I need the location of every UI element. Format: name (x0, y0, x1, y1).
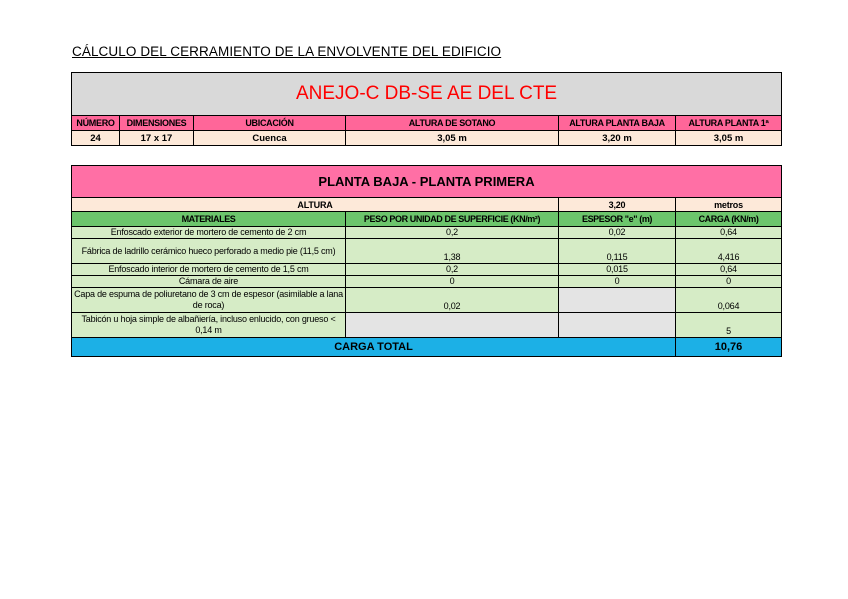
value-altura-planta-1: 3,05 m (676, 131, 782, 146)
material-name: Fábrica de ladrillo cerámico hueco perforado a medio pie (11,5 cm) (72, 239, 346, 264)
table-row (72, 239, 782, 264)
material-peso: 0,02 (346, 288, 559, 313)
header-values-row (72, 131, 782, 146)
material-carga: 0,64 (676, 227, 782, 239)
value-ubicacion: Cuenca (194, 131, 346, 146)
header-columns-row (72, 116, 782, 131)
material-peso (346, 313, 559, 338)
altura-unit: metros (676, 198, 782, 212)
col-numero: NÚMERO (72, 116, 120, 131)
table-row (72, 313, 782, 338)
table-row (72, 276, 782, 288)
material-name: Tabicón u hoja simple de albañiería, incluso enlucido, con grueso < 0,14 m (72, 313, 346, 338)
col-altura-planta-baja: ALTURA PLANTA BAJA (559, 116, 676, 131)
materials-table (71, 165, 782, 357)
col-espesor: ESPESOR "e" (m) (559, 212, 676, 227)
table-row (72, 288, 782, 313)
col-altura-sotano: ALTURA DE SOTANO (346, 116, 559, 131)
altura-label: ALTURA (72, 198, 559, 212)
total-row (72, 338, 782, 357)
material-peso: 1,38 (346, 239, 559, 264)
value-altura-planta-baja: 3,20 m (559, 131, 676, 146)
value-numero: 24 (72, 131, 120, 146)
material-peso: 0,2 (346, 227, 559, 239)
material-peso: 0 (346, 276, 559, 288)
value-altura-sotano: 3,05 m (346, 131, 559, 146)
material-name: Enfoscado interior de mortero de cemento de 1,5 cm (72, 264, 346, 276)
annex-banner: ANEJO-C DB-SE AE DEL CTE (72, 73, 782, 116)
col-ubicacion: UBICACIÓN (194, 116, 346, 131)
table-row (72, 227, 782, 239)
material-espesor: 0 (559, 276, 676, 288)
material-carga: 0,64 (676, 264, 782, 276)
material-carga: 0,064 (676, 288, 782, 313)
value-dimensiones: 17 x 17 (120, 131, 194, 146)
col-carga: CARGA (KN/m) (676, 212, 782, 227)
section-title: PLANTA BAJA - PLANTA PRIMERA (72, 166, 782, 198)
total-label: CARGA TOTAL (72, 338, 676, 357)
header-table (71, 72, 782, 146)
document-title: CÁLCULO DEL CERRAMIENTO DE LA ENVOLVENTE DEL EDIFICIO (72, 44, 502, 59)
material-carga: 4,416 (676, 239, 782, 264)
altura-row (72, 198, 782, 212)
material-espesor (559, 313, 676, 338)
material-carga: 5 (676, 313, 782, 338)
material-peso: 0,2 (346, 264, 559, 276)
material-name: Cámara de aire (72, 276, 346, 288)
col-materiales: MATERIALES (72, 212, 346, 227)
col-altura-planta-1: ALTURA PLANTA 1ª (676, 116, 782, 131)
altura-value: 3,20 (559, 198, 676, 212)
material-espesor: 0,015 (559, 264, 676, 276)
material-espesor (559, 288, 676, 313)
material-name: Capa de espuma de poliuretano de 3 cm de espesor (asimilable a lana de roca) (72, 288, 346, 313)
col-dimensiones: DIMENSIONES (120, 116, 194, 131)
table-row (72, 264, 782, 276)
col-peso: PESO POR UNIDAD DE SUPERFICIE (KN/m²) (346, 212, 559, 227)
total-value: 10,76 (676, 338, 782, 357)
materials-header-row (72, 212, 782, 227)
material-espesor: 0,115 (559, 239, 676, 264)
material-carga: 0 (676, 276, 782, 288)
material-espesor: 0,02 (559, 227, 676, 239)
material-name: Enfoscado exterior de mortero de cemento de 2 cm (72, 227, 346, 239)
